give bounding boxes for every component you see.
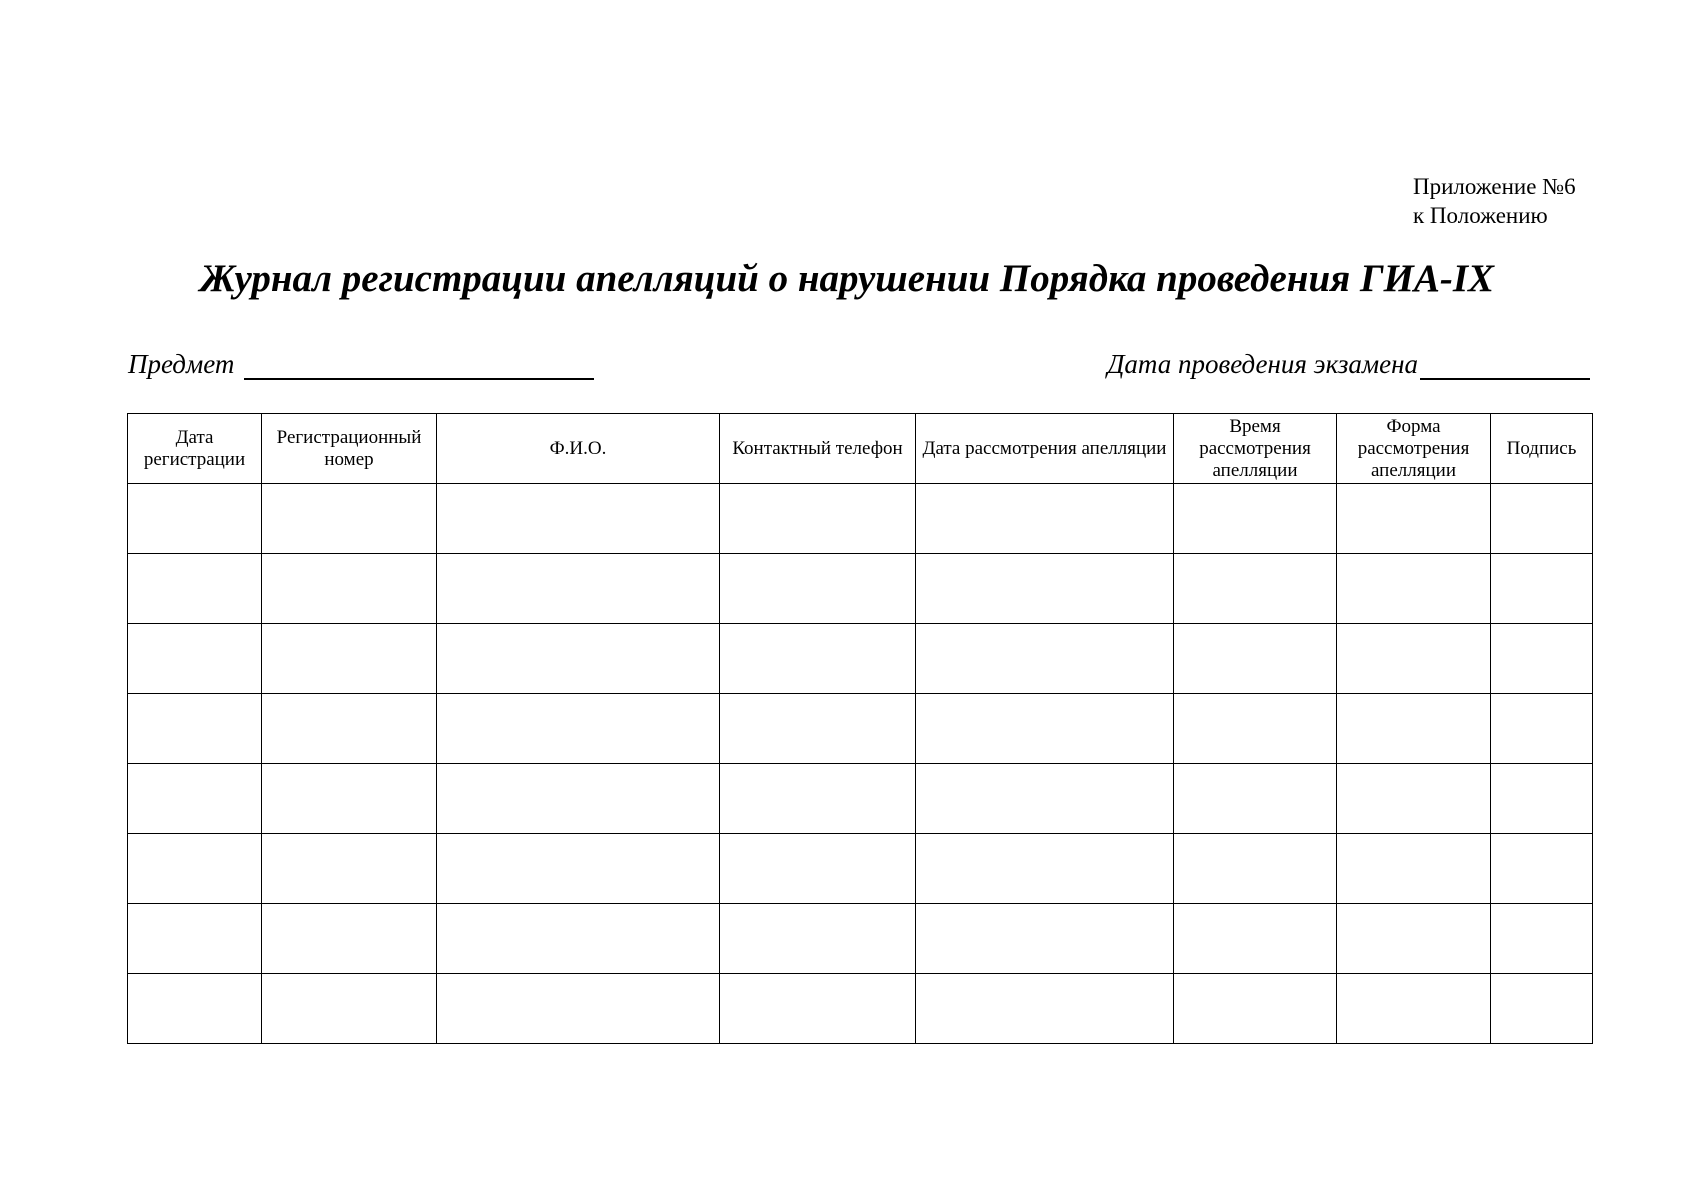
table-cell[interactable]: [437, 484, 720, 554]
column-header: Время рассмотрения апелляции: [1174, 414, 1337, 484]
table-cell[interactable]: [1174, 834, 1337, 904]
table-cell[interactable]: [128, 764, 262, 834]
table-cell[interactable]: [437, 624, 720, 694]
table-cell[interactable]: [262, 974, 437, 1044]
table-cell[interactable]: [916, 764, 1174, 834]
table-cell[interactable]: [1491, 484, 1593, 554]
table-cell[interactable]: [916, 904, 1174, 974]
table-cell[interactable]: [720, 554, 916, 624]
column-header: Дата рассмотрения апелляции: [916, 414, 1174, 484]
table-cell[interactable]: [1337, 624, 1491, 694]
table-cell[interactable]: [1337, 764, 1491, 834]
table-cell[interactable]: [128, 694, 262, 764]
table-cell[interactable]: [437, 834, 720, 904]
document-title: Журнал регистрации апелляций о нарушении Порядка проведения ГИА-IX: [199, 257, 1495, 300]
exam-date-blank-line[interactable]: [1420, 352, 1590, 380]
table-cell[interactable]: [720, 904, 916, 974]
table-cell[interactable]: [262, 554, 437, 624]
table-cell[interactable]: [916, 834, 1174, 904]
subject-field: [128, 349, 594, 380]
table-cell[interactable]: [262, 764, 437, 834]
table-cell[interactable]: [1174, 694, 1337, 764]
table-cell[interactable]: [437, 694, 720, 764]
exam-date-label: Дата проведения экзамена: [1107, 349, 1418, 379]
table-row: [128, 484, 1593, 554]
table-cell[interactable]: [128, 834, 262, 904]
table-cell[interactable]: [128, 624, 262, 694]
table-cell[interactable]: [1174, 904, 1337, 974]
table-cell[interactable]: [916, 974, 1174, 1044]
table-cell[interactable]: [1491, 764, 1593, 834]
table-cell[interactable]: [1337, 484, 1491, 554]
table-cell[interactable]: [1174, 764, 1337, 834]
table-header-row: [128, 414, 1593, 484]
table-body: [128, 484, 1593, 1044]
table-cell[interactable]: [720, 624, 916, 694]
table-cell[interactable]: [1174, 484, 1337, 554]
appendix-note: [1413, 172, 1576, 230]
table-cell[interactable]: [916, 624, 1174, 694]
table-cell[interactable]: [437, 904, 720, 974]
subject-blank-line[interactable]: [244, 352, 594, 380]
table-cell[interactable]: [437, 974, 720, 1044]
table-cell[interactable]: [720, 764, 916, 834]
table-cell[interactable]: [262, 624, 437, 694]
table-cell[interactable]: [1337, 834, 1491, 904]
table-cell[interactable]: [1491, 904, 1593, 974]
table-cell[interactable]: [128, 554, 262, 624]
column-header: Дата регистрации: [128, 414, 262, 484]
table-cell[interactable]: [262, 904, 437, 974]
table-cell[interactable]: [1491, 624, 1593, 694]
table-cell[interactable]: [1337, 904, 1491, 974]
column-header: Контактный телефон: [720, 414, 916, 484]
table-cell[interactable]: [720, 694, 916, 764]
subject-label: Предмет: [128, 349, 235, 379]
appeals-journal-table: [127, 413, 1593, 1044]
table-cell[interactable]: [1337, 974, 1491, 1044]
table-cell[interactable]: [128, 484, 262, 554]
table-cell[interactable]: [262, 694, 437, 764]
table-row: [128, 624, 1593, 694]
appendix-line-1: Приложение №6: [1413, 174, 1576, 199]
table-cell[interactable]: [128, 904, 262, 974]
table-cell[interactable]: [1491, 974, 1593, 1044]
exam-date-field: [1107, 349, 1590, 380]
table-cell[interactable]: [437, 764, 720, 834]
column-header: Регистрационный номер: [262, 414, 437, 484]
table-cell[interactable]: [1174, 624, 1337, 694]
table-cell[interactable]: [1174, 974, 1337, 1044]
table-cell[interactable]: [916, 484, 1174, 554]
table-cell[interactable]: [1491, 554, 1593, 624]
table-cell[interactable]: [1491, 694, 1593, 764]
table-cell[interactable]: [1491, 834, 1593, 904]
table-row: [128, 974, 1593, 1044]
table-cell[interactable]: [128, 974, 262, 1044]
table-cell[interactable]: [1337, 554, 1491, 624]
table-cell[interactable]: [720, 484, 916, 554]
table-row: [128, 834, 1593, 904]
column-header: Ф.И.О.: [437, 414, 720, 484]
table-cell[interactable]: [720, 974, 916, 1044]
table-cell[interactable]: [1174, 554, 1337, 624]
table-cell[interactable]: [916, 694, 1174, 764]
table-cell[interactable]: [437, 554, 720, 624]
table-cell[interactable]: [262, 484, 437, 554]
table-row: [128, 764, 1593, 834]
table-cell[interactable]: [720, 834, 916, 904]
table-cell[interactable]: [916, 554, 1174, 624]
table-row: [128, 904, 1593, 974]
table-cell[interactable]: [262, 834, 437, 904]
table-row: [128, 554, 1593, 624]
document-title-block: [0, 256, 1702, 301]
column-header: Подпись: [1491, 414, 1593, 484]
column-header: Форма рассмотрения апелляции: [1337, 414, 1491, 484]
table-cell[interactable]: [1337, 694, 1491, 764]
appendix-line-2: к Положению: [1413, 203, 1548, 228]
table-row: [128, 694, 1593, 764]
